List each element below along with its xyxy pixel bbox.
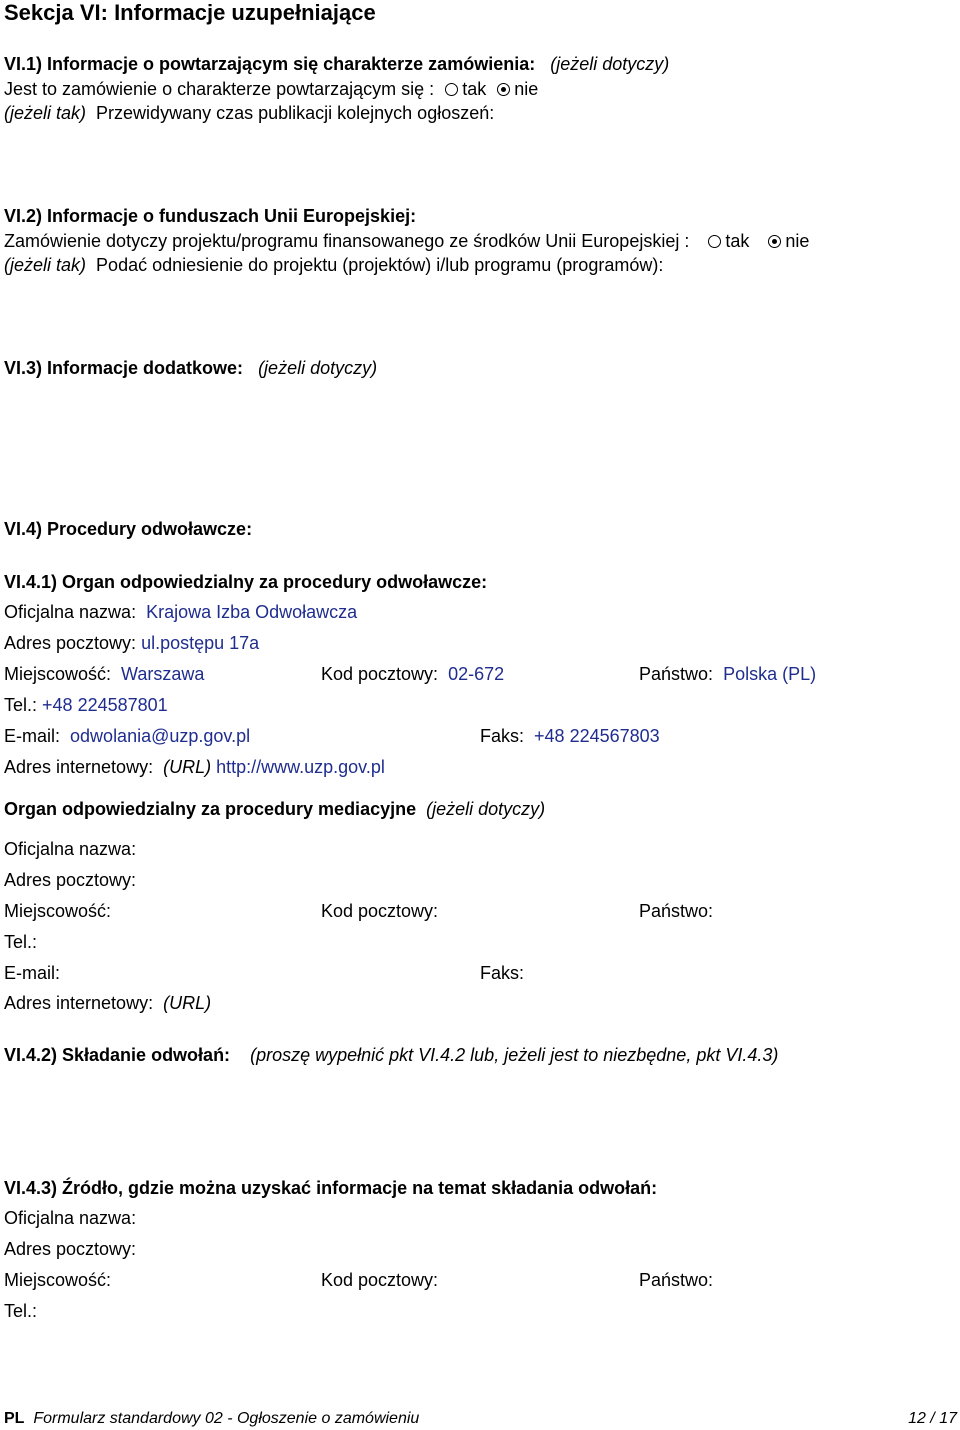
mediation-country-label: Państwo: — [639, 901, 714, 921]
footer-form-name: Formularz standardowy 02 - Ogłoszenie o zamówieniu — [33, 1410, 420, 1427]
mediation-city-label: Miejscowość: — [4, 901, 112, 921]
mediation-web-url-label: (URL) — [163, 993, 212, 1013]
vi41-postal-line — [321, 663, 504, 685]
vi41-heading: VI.4.1) Organ odpowiedzialny za procedury odwoławcze: — [4, 572, 488, 592]
vi41-web-value[interactable]: http://www.uzp.gov.pl — [216, 757, 385, 777]
mediation-heading-line — [4, 798, 545, 820]
vi41-city-line — [4, 663, 204, 685]
vi1-if-yes: (jeżeli tak) — [4, 103, 87, 123]
mediation-web-label: Adres internetowy: — [4, 993, 154, 1013]
vi2-opt-no: nie — [785, 231, 810, 251]
mediation-postal-label: Kod pocztowy: — [321, 901, 439, 921]
vi3-heading: VI.3) Informacje dodatkowe: — [4, 358, 244, 378]
vi41-fax-label: Faks: — [480, 726, 525, 746]
vi41-fax-value: +48 224567803 — [534, 726, 660, 746]
footer-lang: PL — [4, 1410, 25, 1427]
vi42-heading: VI.4.2) Składanie odwołań: — [4, 1045, 231, 1065]
vi41-country-value: Polska (PL) — [723, 664, 817, 684]
vi41-city-label: Miejscowość: — [4, 664, 112, 684]
vi4-heading: VI.4) Procedury odwoławcze: — [4, 519, 253, 539]
vi43-address-label: Adres pocztowy: — [4, 1239, 137, 1259]
vi41-name-label: Oficjalna nazwa: — [4, 602, 137, 622]
vi1-opt-no: nie — [514, 79, 539, 99]
vi2-question: Zamówienie dotyczy projektu/programu finansowanego ze środków Unii Europejskiej : — [4, 231, 690, 251]
mediation-address-label: Adres pocztowy: — [4, 870, 137, 890]
vi1-heading-line — [4, 53, 669, 75]
mediation-name-label: Oficjalna nazwa: — [4, 839, 137, 859]
vi41-address-value: ul.postępu 17a — [141, 633, 260, 653]
mediation-email-label: E-mail: — [4, 963, 61, 983]
vi41-tel-label: Tel.: — [4, 695, 38, 715]
vi1-radio-yes-icon[interactable] — [445, 83, 458, 96]
vi41-email-label: E-mail: — [4, 726, 61, 746]
mediation-web-line — [4, 992, 211, 1014]
mediation-fax-label: Faks: — [480, 963, 525, 983]
vi41-web-label: Adres internetowy: — [4, 757, 154, 777]
vi41-name-value: Krajowa Izba Odwoławcza — [146, 602, 358, 622]
vi41-web-url-label: (URL) — [163, 757, 212, 777]
vi41-fax-line — [480, 725, 660, 747]
vi41-postal-label: Kod pocztowy: — [321, 664, 439, 684]
vi1-heading: VI.1) Informacje o powtarzającym się charakterze zamówienia: — [4, 54, 536, 74]
vi41-tel-line — [4, 694, 168, 716]
vi2-if-yes-text: Podać odniesienie do projektu (projektów) i/lub programu (programów): — [96, 255, 664, 275]
vi2-radio-no-icon[interactable] — [768, 235, 781, 248]
vi1-question: Jest to zamówienie o charakterze powtarzającym się : — [4, 79, 435, 99]
mediation-tel-label: Tel.: — [4, 932, 38, 952]
vi1-opt-yes: tak — [462, 79, 487, 99]
vi2-opt-yes: tak — [725, 231, 750, 251]
vi41-country-label: Państwo: — [639, 664, 714, 684]
footer-page-number: 12 / 17 — [908, 1410, 957, 1427]
vi43-country-label: Państwo: — [639, 1270, 714, 1290]
mediation-heading: Organ odpowiedzialny za procedury mediacyjne — [4, 799, 417, 819]
vi41-tel-value: +48 224587801 — [42, 695, 168, 715]
vi3-qualifier: (jeżeli dotyczy) — [258, 358, 378, 378]
vi2-if-yes: (jeżeli tak) — [4, 255, 87, 275]
vi1-radio-no-icon[interactable] — [497, 83, 510, 96]
vi1-qualifier: (jeżeli dotyczy) — [550, 54, 670, 74]
vi41-address-label: Adres pocztowy: — [4, 633, 137, 653]
section-title: Sekcja VI: Informacje uzupełniające — [4, 0, 376, 25]
vi2-radio-yes-icon[interactable] — [708, 235, 721, 248]
vi43-tel-label: Tel.: — [4, 1301, 38, 1321]
vi42-heading-line — [4, 1044, 778, 1066]
vi2-question-line — [4, 230, 809, 252]
vi42-note: (proszę wypełnić pkt VI.4.2 lub, jeżeli jest to niezbędne, pkt VI.4.3) — [250, 1045, 779, 1065]
vi43-name-label: Oficjalna nazwa: — [4, 1208, 137, 1228]
vi2-heading: VI.2) Informacje o funduszach Unii Europejskiej: — [4, 206, 417, 226]
vi41-web-line — [4, 756, 385, 778]
vi43-city-label: Miejscowość: — [4, 1270, 112, 1290]
vi41-postal-value: 02-672 — [448, 664, 505, 684]
vi41-name-line — [4, 601, 357, 623]
vi1-if-yes-text: Przewidywany czas publikacji kolejnych ogłoszeń: — [96, 103, 495, 123]
vi3-heading-line — [4, 357, 377, 379]
vi41-address-line — [4, 632, 259, 654]
vi41-email-line — [4, 725, 250, 747]
vi41-email-value[interactable]: odwolania@uzp.gov.pl — [70, 726, 251, 746]
vi1-if-yes-line — [4, 102, 494, 124]
vi41-city-value: Warszawa — [121, 664, 205, 684]
mediation-qualifier: (jeżeli dotyczy) — [426, 799, 546, 819]
vi2-if-yes-line — [4, 254, 663, 276]
footer-left — [4, 1408, 419, 1430]
vi41-country-line — [639, 663, 816, 685]
vi43-postal-label: Kod pocztowy: — [321, 1270, 439, 1290]
vi43-heading: VI.4.3) Źródło, gdzie można uzyskać informacje na temat składania odwołań: — [4, 1178, 658, 1198]
vi1-question-line — [4, 78, 538, 100]
